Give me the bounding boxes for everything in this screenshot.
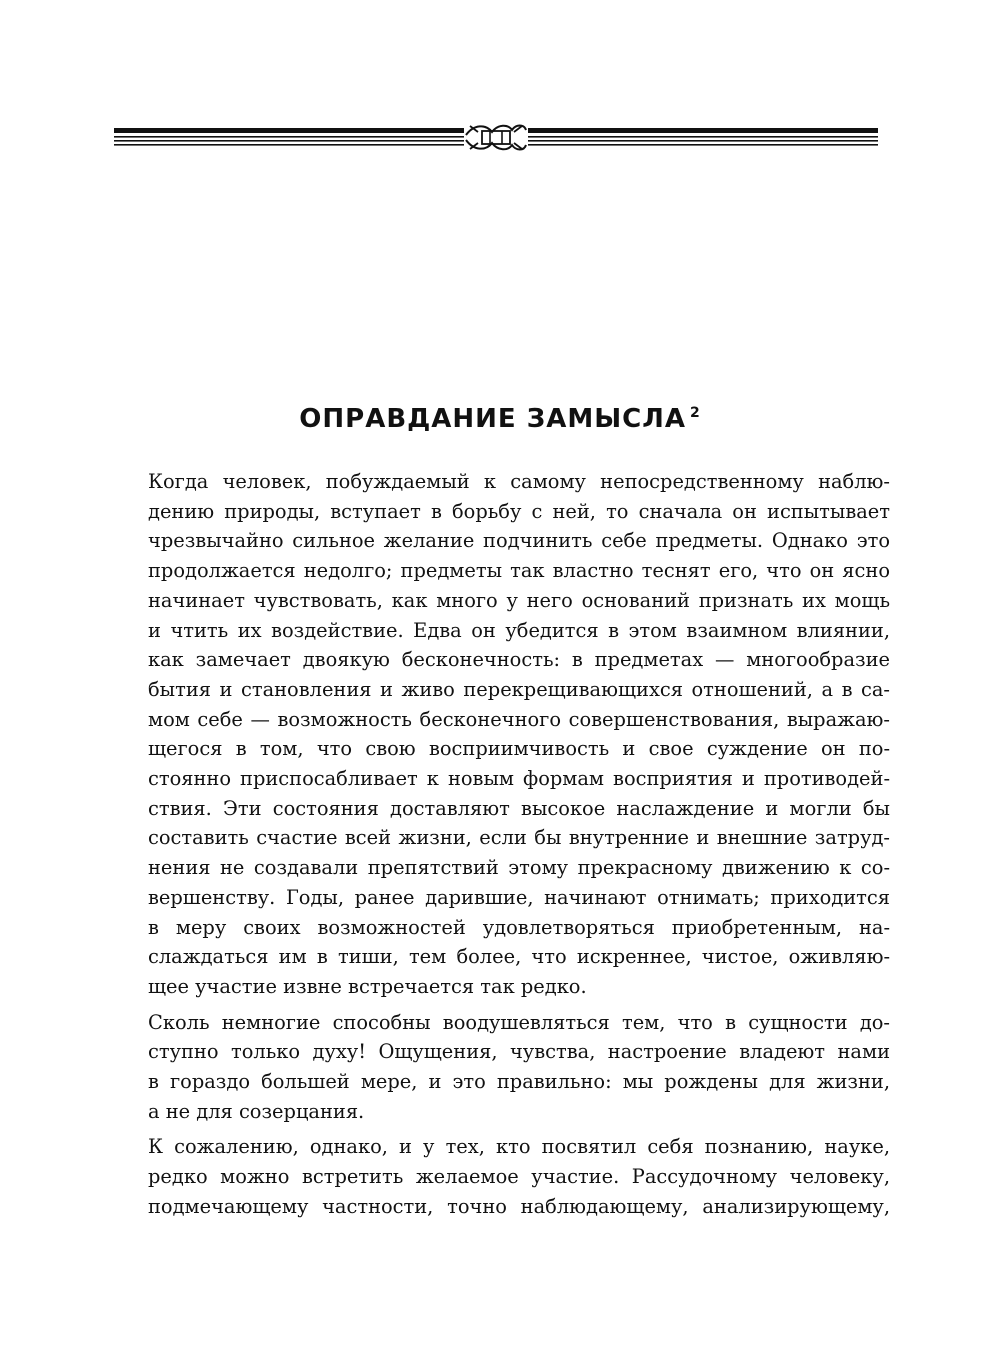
- text-line: начинает чувствовать, как много у него оснований признать их мощь: [148, 588, 890, 612]
- text-line: ступно только духу! Ощущения, чувства, настроение владеют нами: [148, 1040, 890, 1064]
- paragraph-2: [114, 1008, 890, 1127]
- text-line: щегося в том, что свою восприимчивость и свое суждение он по-: [148, 737, 890, 761]
- text-line: чрезвычайно сильное желание подчинить себе предметы. Однако это: [148, 529, 890, 553]
- paragraph-1: [114, 467, 890, 1002]
- chapter-title-text: ОПРАВДАНИЕ ЗАМЫСЛА: [299, 404, 686, 434]
- text-line: нения не создавали препятствий этому прекрасному движению к со-: [148, 856, 890, 880]
- text-line: Сколь немногие способны воодушевляться тем, что в сущности до-: [148, 1010, 890, 1034]
- text-line: ствия. Эти состояния доставляют высокое наслаждение и могли бы: [148, 796, 890, 820]
- text-line: К сожалению, однако, и у тех, кто посвятил себя познанию, науке,: [148, 1135, 890, 1159]
- text-line: дению природы, вступает в борьбу с ней, то сначала он испытывает: [148, 499, 890, 523]
- decorative-header-rule: [114, 118, 878, 158]
- text-line: вершенству. Годы, ранее дарившие, начинают отнимать; приходится: [148, 885, 890, 909]
- body-text: [114, 467, 890, 1228]
- text-line: в гораздо большей мере, и это правильно: мы рождены для жизни,: [148, 1070, 890, 1094]
- text-line: и чтить их воздействие. Едва он убедится в этом взаимном влиянии,: [148, 618, 890, 642]
- text-line: в меру своих возможностей удовлетворяться приобретенным, на-: [148, 915, 890, 939]
- text-line: стоянно приспосабливает к новым формам восприятия и противодей-: [148, 767, 890, 791]
- text-line: а не для созерцания.: [148, 1099, 365, 1123]
- text-line: продолжается недолго; предметы так властно теснят его, что он ясно: [148, 559, 890, 583]
- text-line: редко можно встретить желаемое участие. Рассудочному человеку,: [148, 1165, 890, 1189]
- footnote-reference: 2: [689, 405, 701, 422]
- chapter-title: [0, 404, 1000, 434]
- paragraph-3: [114, 1132, 890, 1221]
- text-line: бытия и становления и живо перекрещивающихся отношений, а в са-: [148, 677, 890, 701]
- text-line: слаждаться им в тиши, тем более, что искреннее, чистое, оживляю-: [148, 945, 890, 969]
- text-line: мом себе — возможность бесконечного совершенствования, выражаю-: [148, 707, 890, 731]
- text-line: подмечающему частности, точно наблюдающему, анализирующему,: [148, 1194, 890, 1218]
- text-line: Когда человек, побуждаемый к самому непосредственному наблю-: [148, 470, 890, 493]
- text-line: как замечает двоякую бесконечность: в предметах — многообразие: [148, 648, 890, 672]
- text-line: щее участие извне встречается так редко.: [148, 974, 587, 998]
- text-line: составить счастие всей жизни, если бы внутренние и внешние затруд-: [148, 826, 890, 850]
